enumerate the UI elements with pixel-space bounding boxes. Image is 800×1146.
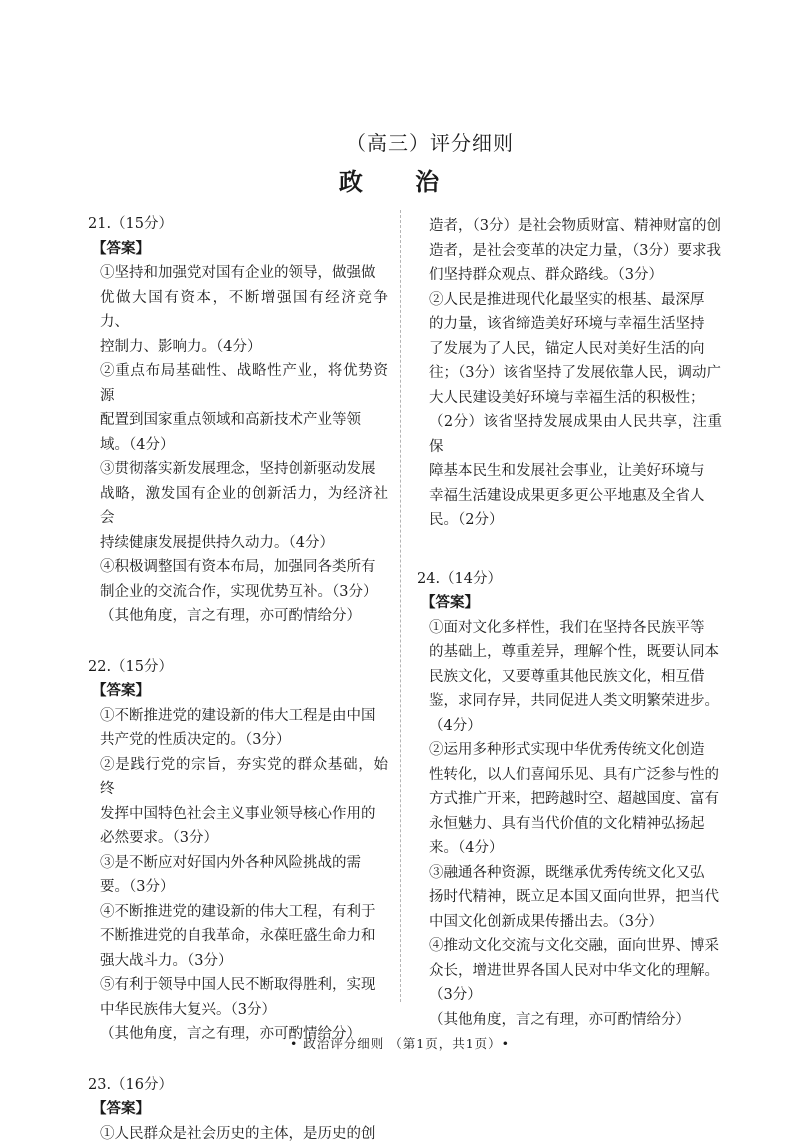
answer-line: 方式推广开来，把跨越时空、超越国度、富有 (429, 787, 722, 812)
question-head: 24.（14分） (417, 567, 722, 592)
answer-line: 民族文化，又要尊重其他民族文化，相互借 (429, 665, 722, 690)
answer-line: （其他角度，言之有理，亦可酌情给分） (429, 1008, 722, 1033)
answer-line: 发挥中国特色社会主义事业领导核心作用的 (100, 802, 388, 827)
question-23-continued (417, 214, 722, 533)
answer-line: 性转化，以人们喜闻乐见、具有广泛参与性的 (429, 763, 722, 788)
answer-line: 中华民族伟大复兴。（3分） (100, 998, 388, 1023)
answer-label: 【答案】 (421, 591, 722, 616)
answer-label: 【答案】 (92, 237, 388, 262)
column-divider (400, 210, 401, 1002)
page-footer: • 政治评分细则 （第1页，共1页）• (0, 1034, 800, 1052)
answer-line: ②重点布局基础性、战略性产业，将优势资源 (100, 359, 388, 408)
answer-line: ④不断推进党的建设新的伟大工程，有利于 (100, 900, 388, 925)
answer-line: 共产党的性质决定的。（3分） (100, 728, 388, 753)
answer-line: 强大战斗力。（3分） (100, 949, 388, 974)
answer-line: ②是践行党的宗旨，夯实党的群众基础，始终 (100, 753, 388, 802)
question-22 (88, 655, 388, 1047)
answer-line: 民。（2分） (429, 508, 722, 533)
answer-line: 障基本民生和发展社会事业，让美好环境与 (429, 459, 722, 484)
answer-line: ④积极调整国有资本布局，加强同各类所有 (100, 555, 388, 580)
answer-line: 造者，是社会变革的决定力量，（3分）要求我 (429, 239, 722, 264)
question-head: 23.（16分） (88, 1073, 388, 1098)
answer-line: ②运用多种形式实现中华优秀传统文化创造 (429, 738, 722, 763)
question-24 (417, 567, 722, 1033)
answer-line: 来。（4分） (429, 836, 722, 861)
answer-line: 鉴，求同存异，共同促进人类文明繁荣进步。 (429, 689, 722, 714)
answer-line: （2分）该省坚持发展成果由人民共享，注重保 (429, 410, 722, 459)
answer-line: ④推动文化交流与文化交融，面向世界、博采 (429, 934, 722, 959)
answer-line: 持续健康发展提供持久动力。（4分） (100, 531, 388, 556)
answer-line: 永恒魅力、具有当代价值的文化精神弘扬起 (429, 812, 722, 837)
answer-line: 中国文化创新成果传播出去。（3分） (429, 910, 722, 935)
subject-title: 政 治 (0, 162, 800, 197)
answer-label: 【答案】 (92, 1097, 388, 1122)
answer-line: （4分） (429, 714, 722, 739)
answer-line: 必然要求。（3分） (100, 826, 388, 851)
answer-line: ⑤有利于领导中国人民不断取得胜利，实现 (100, 973, 388, 998)
answer-line: （其他角度，言之有理，亦可酌情给分） (100, 1022, 388, 1047)
answer-line: 的力量，该省缔造美好环境与幸福生活坚持 (429, 312, 722, 337)
answer-line: 制企业的交流合作，实现优势互补。（3分） (100, 580, 388, 605)
answer-line: 域。（4分） (100, 433, 388, 458)
answer-line: 幸福生活建设成果更多更公平地惠及全省人 (429, 484, 722, 509)
answer-line: 造者，（3分）是社会物质财富、精神财富的创 (429, 214, 722, 239)
answer-line: 大人民建设美好环境与幸福生活的积极性； (429, 386, 722, 411)
answer-line: 们坚持群众观点、群众路线。（3分） (429, 263, 722, 288)
answer-line: ①人民群众是社会历史的主体，是历史的创 (100, 1122, 388, 1146)
answer-line: ①面对文化多样性，我们在坚持各民族平等 (429, 616, 722, 641)
answer-line: 战略，激发国有企业的创新活力，为经济社会 (100, 482, 388, 531)
answer-line: 众长，增进世界各国人民对中华文化的理解。 (429, 959, 722, 984)
question-21 (88, 212, 388, 629)
answer-line: ③融通各种资源，既继承优秀传统文化又弘 (429, 861, 722, 886)
answer-line: （3分） (429, 983, 722, 1008)
answer-line: 扬时代精神，既立足本国又面向世界，把当代 (429, 885, 722, 910)
answer-line: ②人民是推进现代化最坚实的根基、最深厚 (429, 288, 722, 313)
left-column (88, 212, 388, 1146)
answer-line: ①不断推进党的建设新的伟大工程是由中国 (100, 704, 388, 729)
answer-line: 控制力、影响力。（4分） (100, 335, 388, 360)
question-23 (88, 1073, 388, 1146)
answer-line: 优做大国有资本，不断增强国有经济竞争力、 (100, 286, 388, 335)
answer-label: 【答案】 (92, 679, 388, 704)
answer-line: （其他角度，言之有理，亦可酌情给分） (100, 604, 388, 629)
answer-line: 了发展为了人民，锚定人民对美好生活的向 (429, 337, 722, 362)
question-head: 21.（15分） (88, 212, 388, 237)
answer-line: 不断推进党的自我革命，永葆旺盛生命力和 (100, 924, 388, 949)
question-head: 22.（15分） (88, 655, 388, 680)
answer-line: ③贯彻落实新发展理念，坚持创新驱动发展 (100, 457, 388, 482)
answer-line: 要。（3分） (100, 875, 388, 900)
answer-line: ①坚持和加强党对国有企业的领导，做强做 (100, 261, 388, 286)
answer-line: 的基础上，尊重差异，理解个性，既要认同本 (429, 640, 722, 665)
doc-title: （高三）评分细则 (0, 127, 800, 156)
right-column (417, 214, 722, 1032)
answer-line: 往；（3分）该省坚持了发展依靠人民，调动广 (429, 361, 722, 386)
answer-line: ③是不断应对好国内外各种风险挑战的需 (100, 851, 388, 876)
answer-line: 配置到国家重点领域和高新技术产业等领 (100, 408, 388, 433)
